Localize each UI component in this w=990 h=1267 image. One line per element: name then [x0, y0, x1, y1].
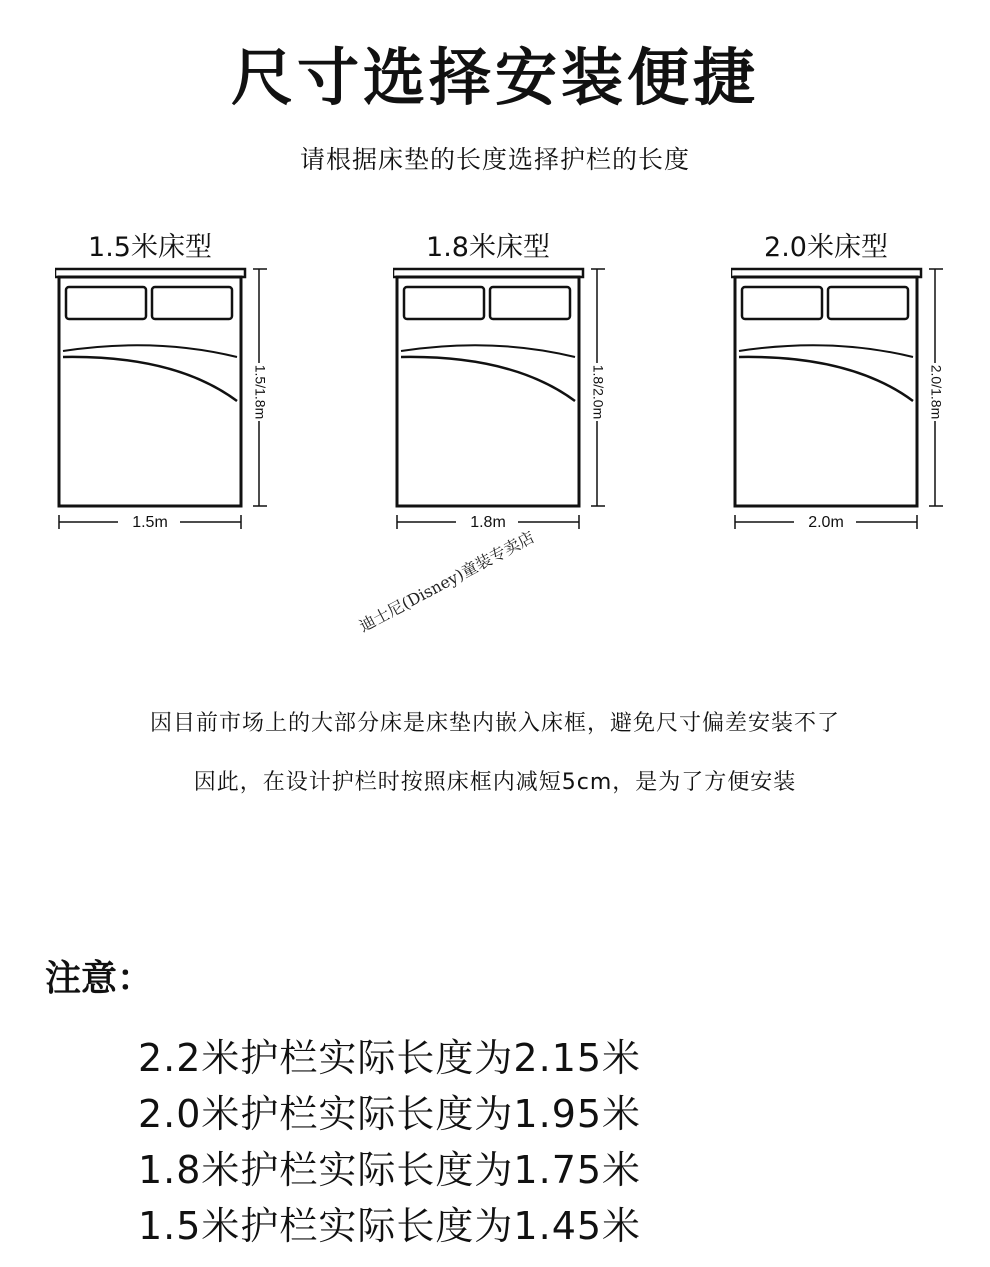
length-label: 2.0/1.8m	[928, 364, 945, 420]
bed-diagram-1-8	[393, 225, 653, 545]
length-label: 1.5/1.8m	[252, 364, 269, 420]
blanket-fold	[739, 357, 913, 401]
note-line-1: 因目前市场上的大部分床是床垫内嵌入床框，避免尺寸偏差安装不了	[149, 711, 840, 736]
notice-title: 注意：	[45, 958, 154, 999]
bed-frame	[59, 277, 241, 506]
pillow-right	[152, 287, 232, 319]
page-subtitle: 请根据床垫的长度选择护栏的长度	[299, 145, 690, 174]
note-line-2: 因此，在设计护栏时按照床框内减短5cm，是为了方便安装	[193, 770, 797, 795]
bed-label: 2.0米床型	[764, 232, 888, 263]
bed-diagram-2-0	[731, 225, 990, 545]
bed-drawing	[55, 265, 315, 545]
pillow-left	[742, 287, 822, 319]
bed-drawing	[731, 265, 990, 545]
bed-label: 1.5米床型	[88, 232, 212, 263]
bed-drawing	[393, 265, 653, 545]
blanket-edge-top	[739, 345, 913, 357]
width-label: 2.0m	[808, 514, 844, 532]
bed-frame	[735, 277, 917, 506]
actual-length-list	[138, 1030, 641, 1254]
pillow-left	[66, 287, 146, 319]
blanket-edge-top	[63, 345, 237, 357]
list-item: 2.0米护栏实际长度为1.95米	[138, 1092, 642, 1136]
pillow-right	[490, 287, 570, 319]
blanket-fold	[63, 357, 237, 401]
bed-diagram-1-5	[55, 225, 315, 545]
bed-frame	[397, 277, 579, 506]
width-label: 1.8m	[470, 514, 506, 532]
list-item: 2.2米护栏实际长度为2.15米	[138, 1036, 642, 1080]
length-label: 1.8/2.0m	[590, 364, 607, 420]
bed-label: 1.8米床型	[426, 232, 550, 263]
width-label: 1.5m	[132, 514, 168, 532]
page-title: 尺寸选择安装便捷	[230, 41, 759, 114]
list-item: 1.8米护栏实际长度为1.75米	[138, 1148, 642, 1192]
blanket-fold	[401, 357, 575, 401]
pillow-right	[828, 287, 908, 319]
blanket-edge-top	[401, 345, 575, 357]
pillow-left	[404, 287, 484, 319]
list-item: 1.5米护栏实际长度为1.45米	[138, 1204, 642, 1248]
store-watermark: 迪士尼(Disney)童装专卖店	[356, 527, 538, 636]
